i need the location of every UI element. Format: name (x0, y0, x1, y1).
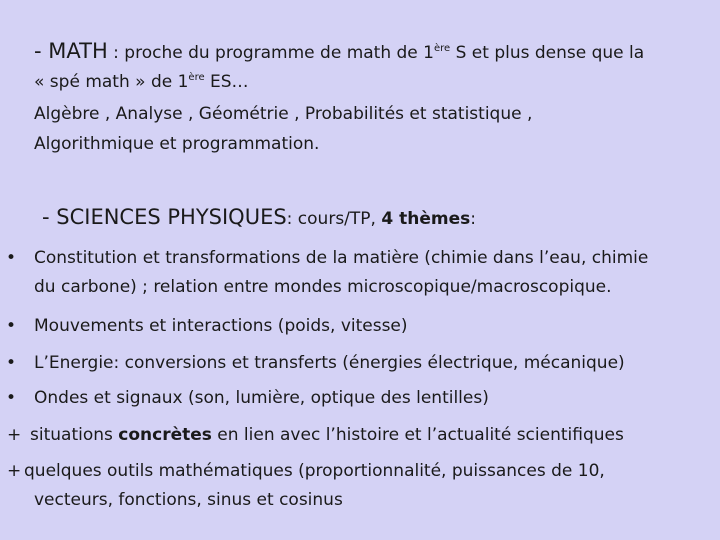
math-line2-b: ES… (204, 72, 249, 92)
math-heading-line (34, 40, 644, 64)
physics-colon: : (470, 209, 476, 229)
bullet-2: Mouvements et interactions (poids, vitesse) (34, 316, 408, 336)
bullet-marker: • (6, 316, 17, 336)
physics-title: SCIENCES PHYSIQUES (56, 205, 287, 229)
math-line2-sup: ère (188, 72, 205, 83)
extra-1-a: situations (30, 425, 119, 445)
math-line4: Algorithmique et programmation. (34, 134, 320, 154)
bullet-marker: • (6, 388, 17, 408)
extra-1-bold: concrètes (118, 425, 212, 445)
math-line3: Algèbre , Analyse , Géométrie , Probabilités et statistique , (34, 104, 533, 124)
math-title: MATH (48, 39, 108, 63)
bullet-1-line1: Constitution et transformations de la matière (chimie dans l’eau, chimie (34, 248, 649, 268)
extra-2-line2: vecteurs, fonctions, sinus et cosinus (34, 490, 343, 510)
math-line2-a: « spé math » de 1 (34, 72, 189, 92)
physics-after-title: : cours/TP, (286, 209, 382, 229)
math-line1-b: S et plus dense que la (450, 43, 645, 63)
bullet-4: Ondes et signaux (son, lumière, optique des lentilles) (34, 388, 489, 408)
bullet-marker: • (6, 353, 17, 373)
physics-themes: 4 thèmes (381, 209, 471, 229)
extra-2-line1: quelques outils mathématiques (proportionnalité, puissances de 10, (24, 461, 605, 481)
math-dash: - (34, 39, 49, 63)
plus-marker: + (7, 425, 22, 445)
bullet-1-line2: du carbone) ; relation entre mondes microscopique/macroscopique. (34, 277, 612, 297)
math-line1-sup: ère (433, 43, 451, 54)
physics-dash: - (42, 205, 57, 229)
extra-1 (30, 424, 624, 446)
math-line2 (34, 71, 249, 93)
physics-heading-line (42, 206, 476, 230)
math-line1-a: : proche du programme de math de 1 (107, 43, 434, 63)
extra-1-b: en lien avec l’histoire et l’actualité scientifiques (211, 425, 624, 445)
bullet-3: L’Energie: conversions et transferts (énergies électrique, mécanique) (34, 353, 625, 373)
plus-marker: + (7, 461, 22, 481)
bullet-marker: • (6, 248, 17, 268)
